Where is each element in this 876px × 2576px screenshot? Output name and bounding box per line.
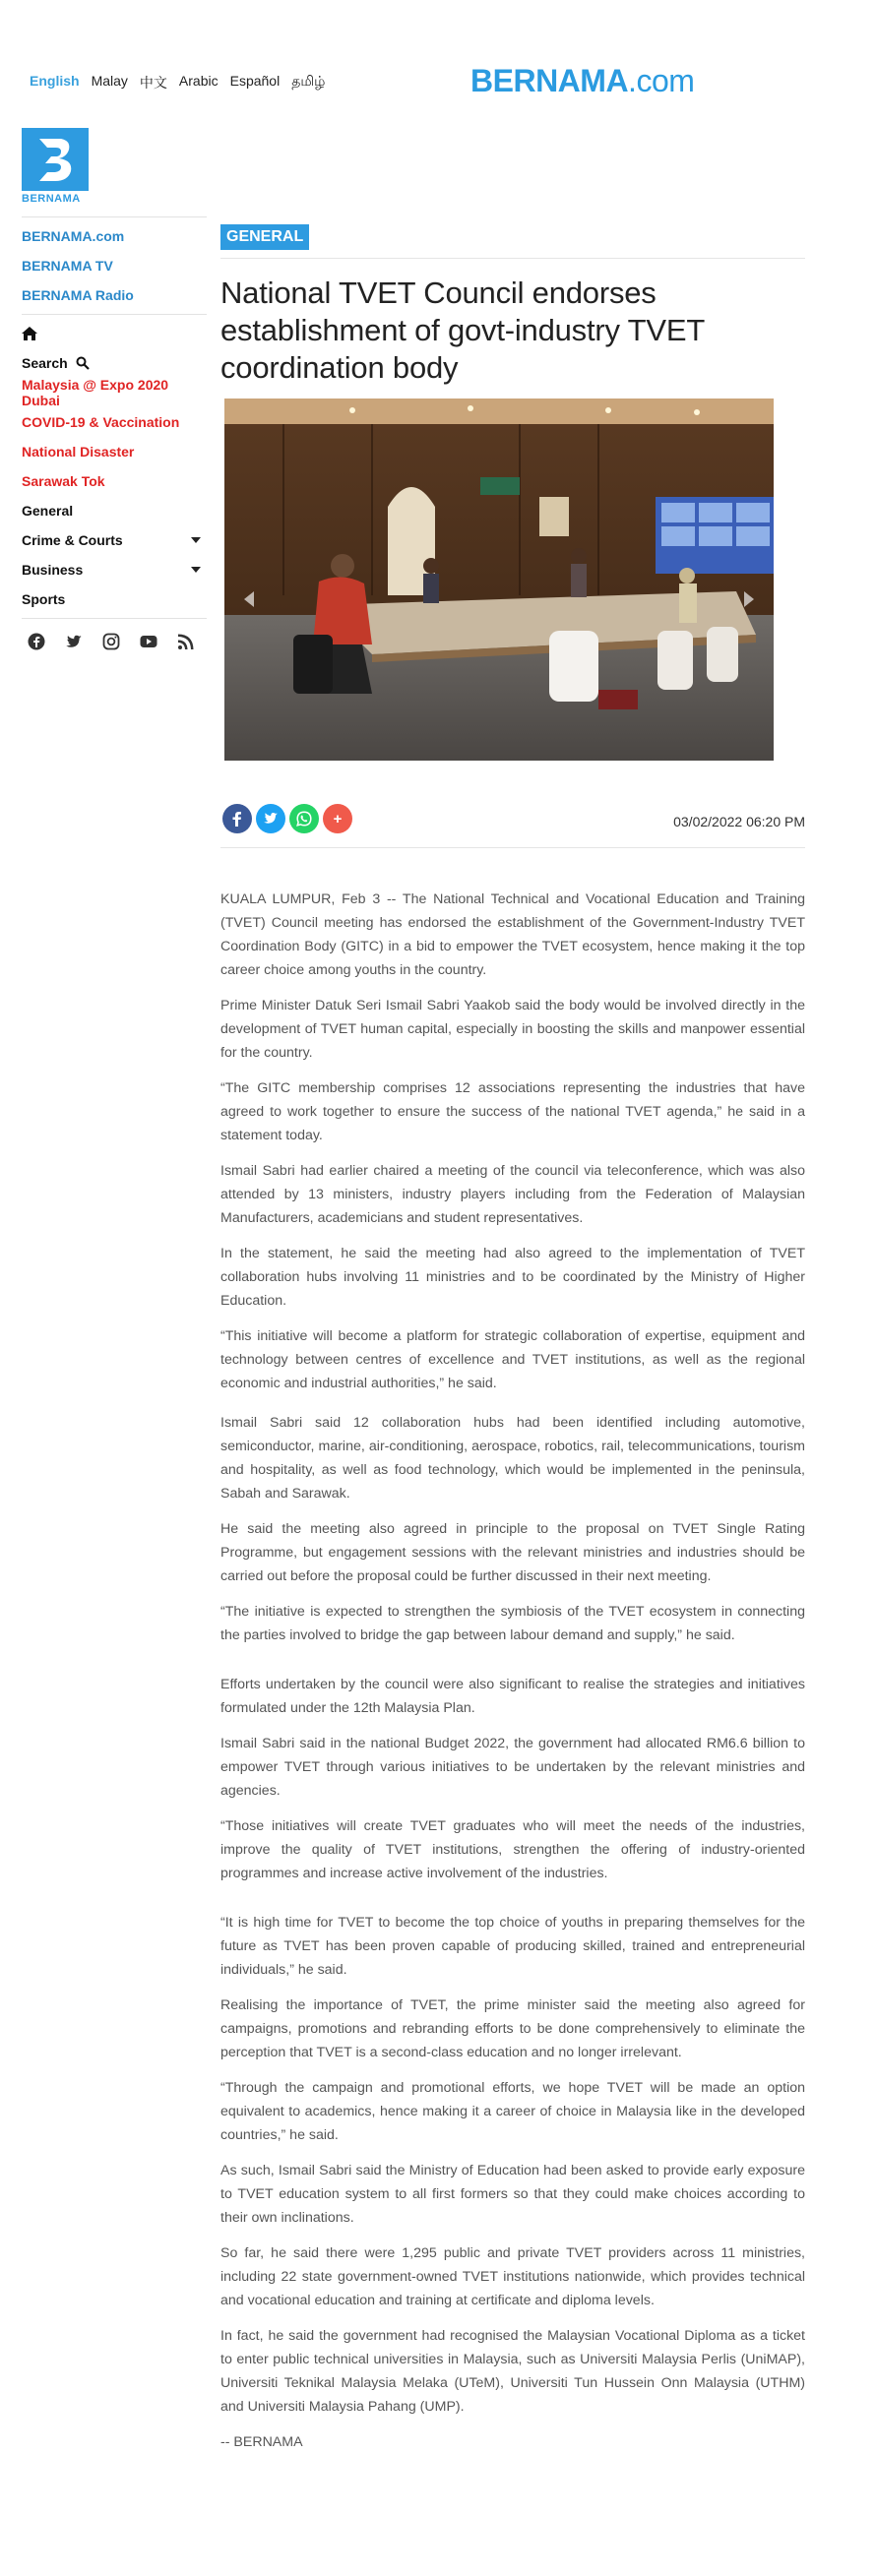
link-bernama-com[interactable]: BERNAMA.com bbox=[22, 228, 125, 244]
search-link[interactable] bbox=[22, 348, 207, 378]
paragraph: In the statement, he said the meeting had also agreed to the implementation of TVET collaboration hubs involving 11 ministries and to be coordinated by the Ministry of Higher Education. bbox=[220, 1246, 805, 1309]
home-link[interactable] bbox=[22, 319, 207, 348]
paragraph: Ismail Sabri had earlier chaired a meeting of the council via teleconference, which was also attended by 13 ministers, industry players including from the Federation of Malaysian Manufacturers, academicians and student representatives. bbox=[220, 1163, 805, 1226]
category-badge[interactable]: GENERAL bbox=[220, 224, 309, 250]
home-icon bbox=[22, 327, 37, 340]
paragraph: As such, Ismail Sabri said the Ministry of Education had been asked to provide early exposure to TVET education system to all first formers so that they could make choices according to their own inclinations. bbox=[220, 2163, 805, 2226]
nav-expo-2020[interactable] bbox=[22, 378, 207, 407]
paragraph: “Those initiatives will create TVET graduates who will meet the needs of the industries, improve the quality of TVET institutions, strengthen the offering of industry-oriented programmes and increase active involvement of the industries. bbox=[220, 1818, 805, 1881]
nav-crime-courts[interactable] bbox=[22, 525, 207, 555]
nav-label: General bbox=[22, 503, 74, 519]
paragraph: He said the meeting also agreed in principle to the proposal on TVET Single Rating Programme, but engagement sessions with the relevant ministries and industries should be carried out before the proposal could be further discussed in their next meeting. bbox=[220, 1521, 805, 1584]
brand-name: BERNAMA bbox=[470, 63, 629, 98]
link-bernama-radio[interactable]: BERNAMA Radio bbox=[22, 287, 134, 303]
twitter-icon[interactable] bbox=[65, 633, 83, 650]
paragraph: “Through the campaign and promotional efforts, we hope TVET will be made an option equivalent to academics, hence making it a career of choice in Malaysia like in the developed countries,” he said. bbox=[220, 2080, 805, 2143]
paragraph: “The initiative is expected to strengthen the symbiosis of the TVET ecosystem in connecting the parties involved to bridge the gap between labour demand and supply,” he said. bbox=[220, 1604, 805, 1643]
nav-sports[interactable] bbox=[22, 584, 207, 614]
nav-label: Malaysia @ Expo 2020 Dubai bbox=[22, 377, 169, 408]
nav-label: Crime & Courts bbox=[22, 532, 123, 548]
logo-b-icon bbox=[33, 135, 77, 184]
social-links bbox=[22, 623, 207, 650]
nav-sarawak-tok[interactable] bbox=[22, 466, 207, 496]
whatsapp-icon bbox=[296, 811, 312, 827]
article-title: National TVET Council endorses establishment of govt-industry TVET coordination body bbox=[220, 276, 705, 385]
nav-covid[interactable] bbox=[22, 407, 207, 437]
lang-chinese[interactable]: 中文 bbox=[139, 75, 167, 91]
publish-date: 03/02/2022 06:20 PM bbox=[673, 814, 805, 829]
chevron-down-icon bbox=[191, 537, 201, 543]
rss-icon[interactable] bbox=[177, 633, 195, 650]
lang-malay[interactable]: Malay bbox=[91, 73, 128, 89]
paragraph: “It is high time for TVET to become the top choice of youths in preparing themselves for the future as TVET has been proven capable of producing skilled, trained and entrepreneurial individuals,” he said. bbox=[220, 1915, 805, 1978]
site-brand[interactable] bbox=[470, 63, 694, 99]
share-whatsapp-button[interactable] bbox=[289, 804, 319, 833]
paragraph: Efforts undertaken by the council were also significant to realise the strategies and initiatives formulated under the 12th Malaysia Plan. bbox=[220, 1677, 805, 1716]
nav-business[interactable] bbox=[22, 555, 207, 584]
share-buttons bbox=[222, 804, 352, 833]
facebook-icon[interactable] bbox=[28, 633, 45, 650]
logo-mark bbox=[22, 128, 89, 191]
share-twitter-button[interactable] bbox=[256, 804, 285, 833]
nav-label: Business bbox=[22, 562, 84, 578]
paragraph: Ismail Sabri said in the national Budget 2022, the government had allocated RM6.6 billion to empower TVET through various initiatives to be undertaken by the relevant ministries and agencies. bbox=[220, 1736, 805, 1799]
paragraph: So far, he said there were 1,295 public and private TVET providers across 11 ministries, including 22 state government-owned TVET institutions nationwide, which provides technical and vocational education and training at certificate and diploma levels. bbox=[220, 2245, 805, 2308]
share-row bbox=[220, 804, 805, 843]
nav-label: COVID-19 & Vaccination bbox=[22, 414, 180, 430]
bernama-logo[interactable] bbox=[22, 128, 89, 205]
logo-text: BERNAMA bbox=[22, 193, 81, 205]
link-bernama-tv[interactable]: BERNAMA TV bbox=[22, 258, 113, 274]
language-switcher bbox=[30, 73, 325, 92]
facebook-icon bbox=[231, 811, 243, 827]
chevron-down-icon bbox=[191, 567, 201, 573]
lang-espanol[interactable]: Español bbox=[229, 73, 281, 89]
paragraph: Realising the importance of TVET, the prime minister said the meeting also agreed for campaigns, promotions and rebranding efforts to be done comprehensively to eliminate the perception that TVET is a second-class education and no longer irrelevant. bbox=[220, 1997, 805, 2060]
paragraph: KUALA LUMPUR, Feb 3 -- The National Technical and Vocational Education and Training (TVET) Council meeting has endorsed the establishment of the Government-Industry TVET Coordination Body (GITC) in a bid to empower the TVET ecosystem, hence making it the top career choice among youths in the country. bbox=[220, 891, 805, 978]
lang-tamil[interactable]: தமிழ் bbox=[291, 73, 326, 89]
twitter-icon bbox=[263, 812, 279, 826]
instagram-icon[interactable] bbox=[102, 633, 120, 650]
lang-english[interactable]: English bbox=[30, 73, 80, 89]
meeting-photo bbox=[224, 399, 774, 761]
side-nav bbox=[22, 319, 207, 614]
article-photo-carousel[interactable] bbox=[224, 399, 774, 761]
share-facebook-button[interactable] bbox=[222, 804, 252, 833]
divider bbox=[22, 216, 207, 217]
search-icon bbox=[76, 356, 90, 370]
nav-label: Sarawak Tok bbox=[22, 473, 105, 489]
share-more-button[interactable]: + bbox=[323, 804, 352, 833]
paragraph: “This initiative will become a platform for strategic collaboration of expertise, equipment and technology between centres of excellence and TVET institutions, as well as the regional economic and industrial authorities,” he said. bbox=[220, 1328, 805, 1391]
nav-label: National Disaster bbox=[22, 444, 135, 460]
youtube-icon[interactable] bbox=[140, 633, 157, 650]
top-bar bbox=[0, 0, 876, 118]
nav-general[interactable] bbox=[22, 496, 207, 525]
paragraph: “The GITC membership comprises 12 associations representing the industries that have agreed to work together to ensure the success of the national TVET agenda,” he said in a statement today. bbox=[220, 1080, 805, 1143]
sidebar bbox=[22, 128, 207, 650]
lang-arabic[interactable]: Arabic bbox=[178, 73, 219, 89]
brand-suffix: .com bbox=[628, 63, 695, 98]
article-byline: -- BERNAMA bbox=[220, 2434, 303, 2450]
paragraph: Prime Minister Datuk Seri Ismail Sabri Yaakob said the body would be involved directly in the development of TVET human capital, especially in boosting the skills and manpower essential for the country. bbox=[220, 998, 805, 1061]
divider bbox=[220, 258, 805, 259]
article-body bbox=[220, 888, 805, 2454]
article bbox=[220, 224, 805, 2454]
paragraph: In fact, he said the government had recognised the Malaysian Vocational Diploma as a ticket to enter public technical universities in Malaysia, such as Universiti Malaysia Perlis (UniMAP), Universiti Teknikal Malaysia Melaka (UTeM), Universiti Tun Hussein Onn Malaysia (UTHM) and Universiti Malaysia Pahang (UMP). bbox=[220, 2328, 805, 2415]
divider bbox=[220, 847, 805, 848]
search-label: Search bbox=[22, 355, 68, 371]
nav-national-disaster[interactable] bbox=[22, 437, 207, 466]
paragraph: Ismail Sabri said 12 collaboration hubs had been identified including automotive, semiconductor, marine, air-conditioning, aerospace, robotics, rail, telecommunications, tourism and hospitality, as well as food technology, which would be implemented in the peninsula, Sabah and Sarawak. bbox=[220, 1415, 805, 1502]
divider bbox=[22, 314, 207, 315]
sister-links bbox=[22, 221, 207, 310]
divider bbox=[22, 618, 207, 619]
nav-label: Sports bbox=[22, 591, 66, 607]
